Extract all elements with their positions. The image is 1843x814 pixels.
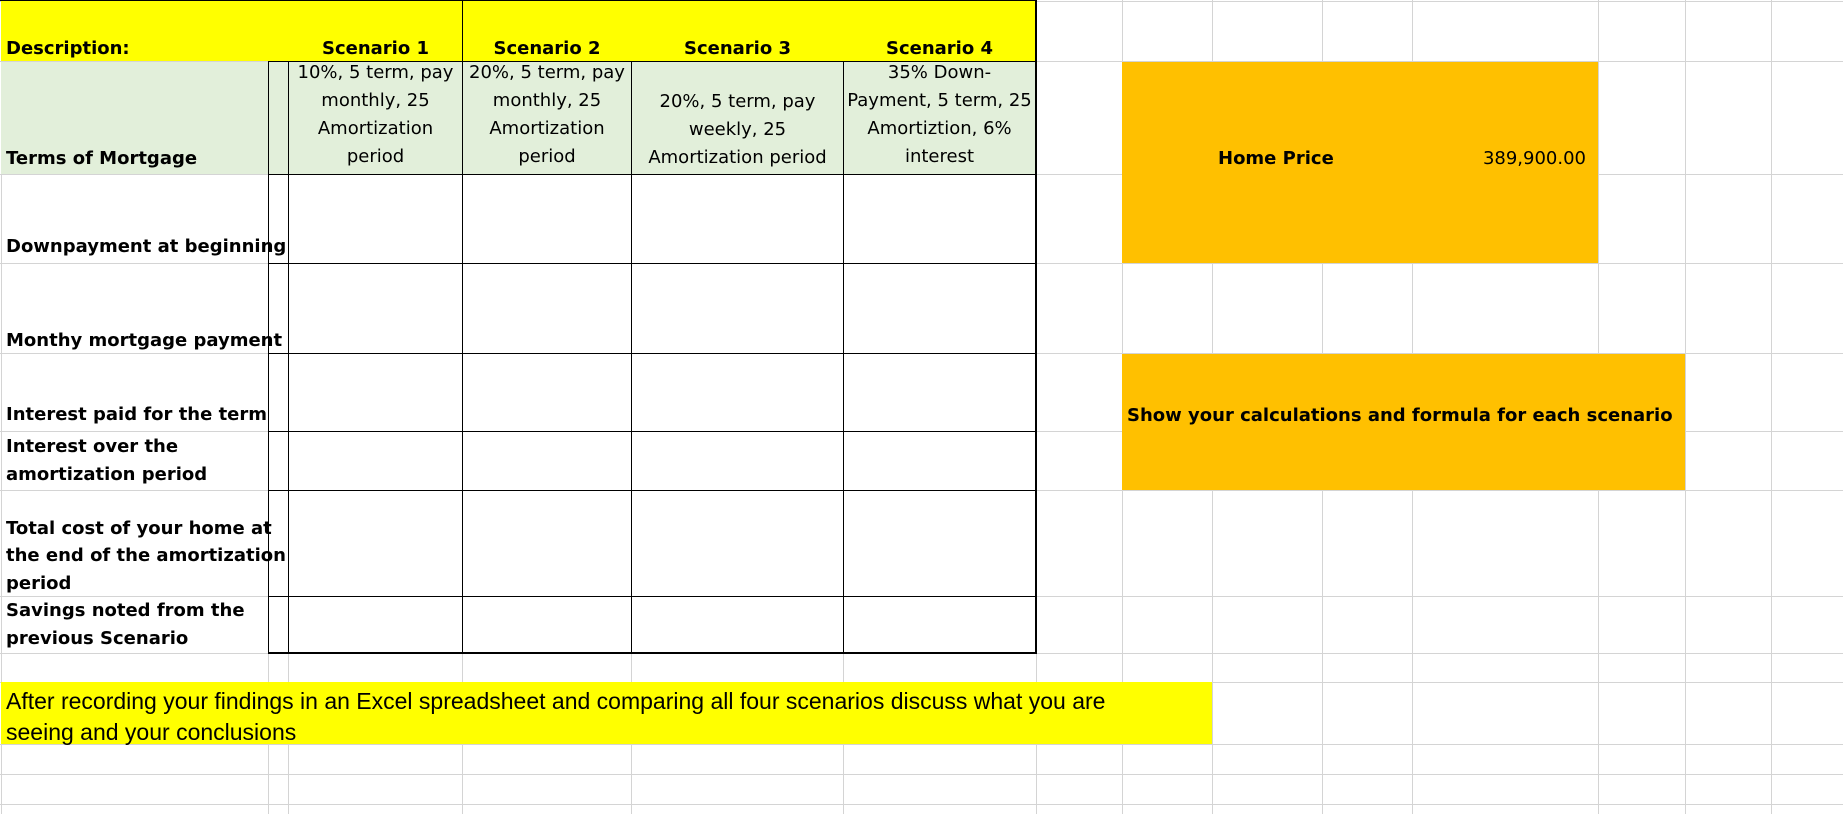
scenario-1-header: Scenario 1 [321, 38, 429, 59]
home-price-value[interactable]: 389,900.00 [1482, 148, 1586, 169]
terms-line: Amortization [317, 118, 434, 139]
interest-term-label: Interest paid for the term [6, 404, 268, 425]
total-cost-label-line2: the end of the amortization [6, 545, 286, 566]
scenario-2-header: Scenario 2 [493, 38, 601, 59]
conclusion-prompt-line2: seeing and your conclusions [6, 719, 297, 745]
terms-line: weekly, 25 [688, 119, 787, 140]
downpayment-label: Downpayment at beginning [6, 236, 287, 257]
terms-line: Amortiztion, 6% [867, 118, 1012, 139]
table-border [1035, 0, 1037, 654]
table-border [268, 431, 1036, 432]
terms-line: monthly, 25 [321, 90, 430, 111]
terms-line: Payment, 5 term, 25 [847, 90, 1032, 111]
downpayment-cell-scenario-3[interactable] [632, 175, 843, 263]
gridline [0, 774, 1843, 775]
terms-line: 10%, 5 term, pay [297, 62, 454, 83]
downpayment-cell-scenario-1[interactable] [289, 175, 462, 263]
table-border [268, 263, 1036, 264]
terms-line: Amortization [489, 118, 605, 139]
savings-label-line2: previous Scenario [6, 628, 189, 649]
savings-label-line1: Savings noted from the [6, 600, 245, 621]
terms-line: Amortization period [648, 147, 827, 168]
terms-line: 35% Down- [887, 62, 992, 83]
terms-line: interest [904, 146, 975, 167]
total-cost-label-line3: period [6, 573, 72, 594]
description-label: Description: [6, 38, 130, 59]
terms-line: period [518, 146, 576, 167]
downpayment-cell-scenario-4[interactable] [844, 175, 1035, 263]
interest-amortization-label-line2: amortization period [6, 464, 208, 485]
terms-line: monthly, 25 [492, 90, 602, 111]
table-border [268, 652, 1037, 654]
table-border [268, 353, 1036, 354]
terms-line: 20%, 5 term, pay [469, 62, 625, 83]
downpayment-cell-scenario-2[interactable] [463, 175, 631, 263]
table-border [0, 0, 1037, 1]
total-cost-label-line1: Total cost of your home at [6, 518, 272, 539]
table-border [268, 490, 1036, 491]
scenario-4-header: Scenario 4 [885, 38, 993, 59]
calculation-instruction: Show your calculations and formula for each scenario [1127, 405, 1673, 426]
gridline [1771, 0, 1772, 814]
conclusion-prompt-line1: After recording your findings in an Excel spreadsheet and comparing all four scenarios discuss what you are [6, 688, 1106, 714]
terms-line: period [346, 146, 405, 167]
interest-amortization-label-line1: Interest over the [6, 436, 179, 457]
gridline [1685, 0, 1686, 814]
scenario-3-header: Scenario 3 [683, 38, 791, 59]
terms-line: 20%, 5 term, pay [659, 91, 816, 112]
terms-of-mortgage-label: Terms of Mortgage [6, 148, 198, 169]
gridline [0, 804, 1843, 805]
table-border [268, 596, 1036, 597]
monthly-payment-label: Monthy mortgage payment [6, 330, 283, 351]
home-price-label: Home Price [1218, 148, 1334, 169]
